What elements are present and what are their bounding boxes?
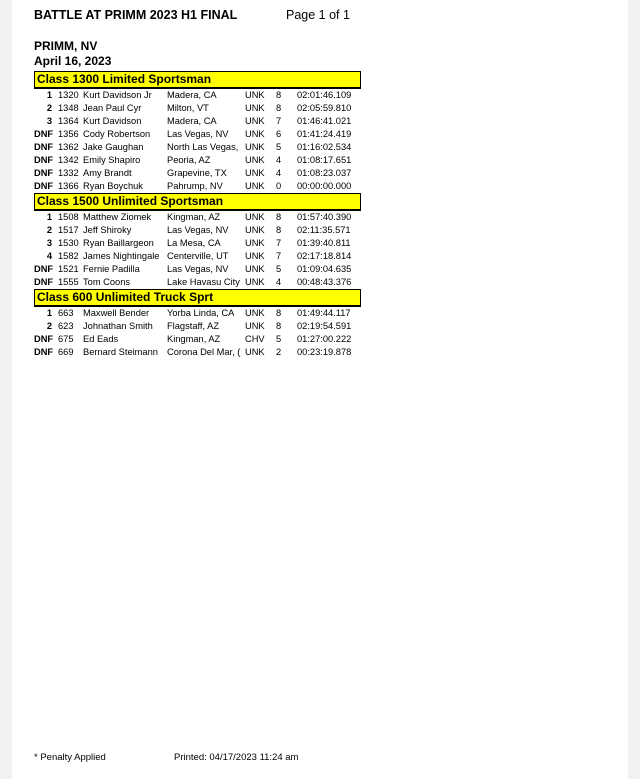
elapsed-time-cell: 02:17:18.814 [297, 251, 352, 261]
driver-name-cell: Jean Paul Cyr [83, 103, 142, 113]
result-row [34, 346, 361, 359]
vehicle-cell: UNK [245, 321, 265, 331]
position-cell: 4 [46, 251, 52, 261]
position-cell: DNF [34, 277, 54, 287]
laps-cell: 7 [276, 251, 282, 261]
hometown-cell: Kingman, AZ [167, 212, 221, 222]
elapsed-time-cell: 02:05:59.810 [297, 103, 352, 113]
car-number-cell: 675 [58, 334, 74, 344]
elapsed-time-cell: 00:23:19.878 [297, 347, 352, 357]
vehicle-cell: UNK [245, 277, 265, 287]
laps-cell: 6 [276, 129, 282, 139]
result-row [34, 167, 361, 180]
driver-name-cell: Jake Gaughan [83, 142, 144, 152]
car-number-cell: 669 [58, 347, 74, 357]
class-header: Class 1300 Limited Sportsman [34, 71, 361, 88]
event-location: PRIMM, NV [34, 39, 98, 53]
hometown-cell: Kingman, AZ [167, 334, 221, 344]
elapsed-time-cell: 01:49:44.117 [297, 308, 351, 318]
elapsed-time-cell: 02:11:35.571 [297, 225, 351, 235]
position-cell: 2 [46, 103, 52, 113]
elapsed-time-cell: 01:41:24.419 [297, 129, 352, 139]
vehicle-cell: UNK [245, 225, 265, 235]
result-row [34, 263, 361, 276]
position-cell: 2 [46, 321, 52, 331]
car-number-cell: 663 [58, 308, 74, 318]
position-cell: 1 [46, 90, 52, 100]
elapsed-time-cell: 02:01:46.109 [297, 90, 352, 100]
elapsed-time-cell: 01:57:40.390 [297, 212, 352, 222]
driver-name-cell: Cody Robertson [83, 129, 151, 139]
driver-name-cell: Tom Coons [83, 277, 131, 287]
result-row [34, 180, 361, 193]
car-number-cell: 1517 [58, 225, 79, 235]
laps-cell: 7 [276, 116, 282, 126]
laps-cell: 4 [276, 155, 282, 165]
hometown-cell: Flagstaff, AZ [167, 321, 220, 331]
page-indicator: Page 1 of 1 [286, 8, 350, 22]
hometown-cell: Madera, CA [167, 116, 217, 126]
laps-cell: 4 [276, 277, 282, 287]
laps-cell: 8 [276, 225, 282, 235]
laps-cell: 8 [276, 103, 282, 113]
laps-cell: 8 [276, 90, 282, 100]
hometown-cell: Las Vegas, NV [167, 225, 229, 235]
position-cell: DNF [34, 181, 54, 191]
car-number-cell: 1555 [58, 277, 79, 287]
position-cell: 1 [46, 212, 52, 222]
laps-cell: 8 [276, 308, 282, 318]
vehicle-cell: UNK [245, 168, 265, 178]
laps-cell: 5 [276, 334, 282, 344]
hometown-cell: Peoria, AZ [167, 155, 211, 165]
class-header: Class 600 Unlimited Truck Sprt [34, 289, 361, 306]
result-row [34, 307, 361, 320]
elapsed-time-cell: 01:16:02.534 [297, 142, 352, 152]
vehicle-cell: UNK [245, 308, 265, 318]
elapsed-time-cell: 00:48:43.376 [297, 277, 352, 287]
laps-cell: 5 [276, 264, 282, 274]
elapsed-time-cell: 02:19:54.591 [297, 321, 352, 331]
hometown-cell: Grapevine, TX [167, 168, 227, 178]
laps-cell: 0 [276, 181, 282, 191]
laps-cell: 8 [276, 321, 282, 331]
position-cell: DNF [34, 264, 54, 274]
car-number-cell: 1348 [58, 103, 79, 113]
elapsed-time-cell: 01:39:40.811 [297, 238, 351, 248]
car-number-cell: 1356 [58, 129, 79, 139]
driver-name-cell: Jeff Shiroky [83, 225, 132, 235]
elapsed-time-cell: 01:27:00.222 [297, 334, 352, 344]
result-row [34, 211, 361, 224]
vehicle-cell: UNK [245, 129, 265, 139]
laps-cell: 7 [276, 238, 282, 248]
result-row [34, 115, 361, 128]
result-row [34, 224, 361, 237]
driver-name-cell: Ryan Boychuk [83, 181, 143, 191]
driver-name-cell: Amy Brandt [83, 168, 132, 178]
car-number-cell: 1342 [58, 155, 79, 165]
laps-cell: 5 [276, 142, 282, 152]
hometown-cell: Madera, CA [167, 90, 217, 100]
elapsed-time-cell: 01:08:23.037 [297, 168, 352, 178]
hometown-cell: North Las Vegas, [167, 142, 239, 152]
position-cell: 3 [46, 238, 52, 248]
result-row [34, 102, 361, 115]
vehicle-cell: UNK [245, 155, 265, 165]
vehicle-cell: UNK [245, 103, 265, 113]
vehicle-cell: UNK [245, 142, 265, 152]
position-cell: DNF [34, 142, 54, 152]
position-cell: 3 [46, 116, 52, 126]
position-cell: 1 [46, 308, 52, 318]
hometown-cell: Centerville, UT [167, 251, 229, 261]
car-number-cell: 623 [58, 321, 74, 331]
result-row [34, 320, 361, 333]
report-title: BATTLE AT PRIMM 2023 H1 FINAL [34, 8, 238, 22]
elapsed-time-cell: 01:08:17.651 [297, 155, 352, 165]
hometown-cell: Corona Del Mar, ( [167, 347, 241, 357]
car-number-cell: 1508 [58, 212, 79, 222]
vehicle-cell: UNK [245, 181, 265, 191]
driver-name-cell: Ed Eads [83, 334, 119, 344]
driver-name-cell: James Nightingale [83, 251, 160, 261]
driver-name-cell: Johnathan Smith [83, 321, 153, 331]
hometown-cell: Las Vegas, NV [167, 129, 229, 139]
car-number-cell: 1364 [58, 116, 79, 126]
laps-cell: 8 [276, 212, 282, 222]
hometown-cell: Lake Havasu City [167, 277, 240, 287]
driver-name-cell: Matthew Ziomek [83, 212, 152, 222]
car-number-cell: 1521 [58, 264, 79, 274]
result-row [34, 128, 361, 141]
car-number-cell: 1582 [58, 251, 79, 261]
car-number-cell: 1332 [58, 168, 79, 178]
hometown-cell: Las Vegas, NV [167, 264, 229, 274]
position-cell: DNF [34, 155, 54, 165]
elapsed-time-cell: 01:46:41.021 [297, 116, 352, 126]
hometown-cell: Yorba Linda, CA [167, 308, 235, 318]
vehicle-cell: UNK [245, 251, 265, 261]
driver-name-cell: Fernie Padilla [83, 264, 140, 274]
result-row [34, 276, 361, 289]
vehicle-cell: UNK [245, 264, 265, 274]
event-date: April 16, 2023 [34, 54, 112, 68]
vehicle-cell: UNK [245, 347, 265, 357]
car-number-cell: 1320 [58, 90, 79, 100]
vehicle-cell: UNK [245, 238, 265, 248]
driver-name-cell: Kurt Davidson Jr [83, 90, 152, 100]
car-number-cell: 1362 [58, 142, 79, 152]
printed-timestamp: Printed: 04/17/2023 11:24 am [174, 752, 299, 763]
driver-name-cell: Ryan Baillargeon [83, 238, 154, 248]
driver-name-cell: Kurt Davidson [83, 116, 142, 126]
position-cell: 2 [46, 225, 52, 235]
class-header: Class 1500 Unlimited Sportsman [34, 193, 361, 210]
vehicle-cell: CHV [245, 334, 265, 344]
result-row [34, 250, 361, 263]
vehicle-cell: UNK [245, 212, 265, 222]
penalty-note: * Penalty Applied [34, 752, 106, 763]
driver-name-cell: Emily Shapiro [83, 155, 141, 165]
driver-name-cell: Maxwell Bender [83, 308, 150, 318]
hometown-cell: La Mesa, CA [167, 238, 221, 248]
result-row [34, 237, 361, 250]
results-table [34, 71, 361, 359]
result-row [34, 89, 361, 102]
result-row [34, 154, 361, 167]
car-number-cell: 1366 [58, 181, 79, 191]
result-row [34, 141, 361, 154]
elapsed-time-cell: 01:09:04.635 [297, 264, 352, 274]
position-cell: DNF [34, 168, 54, 178]
results-sheet [12, 0, 628, 779]
driver-name-cell: Bernard Steimann [83, 347, 158, 357]
car-number-cell: 1530 [58, 238, 79, 248]
vehicle-cell: UNK [245, 90, 265, 100]
laps-cell: 4 [276, 168, 282, 178]
laps-cell: 2 [276, 347, 282, 357]
hometown-cell: Pahrump, NV [167, 181, 223, 191]
vehicle-cell: UNK [245, 116, 265, 126]
hometown-cell: Milton, VT [167, 103, 209, 113]
elapsed-time-cell: 00:00:00.000 [297, 181, 352, 191]
result-row [34, 333, 361, 346]
position-cell: DNF [34, 129, 54, 139]
position-cell: DNF [34, 334, 54, 344]
position-cell: DNF [34, 347, 54, 357]
